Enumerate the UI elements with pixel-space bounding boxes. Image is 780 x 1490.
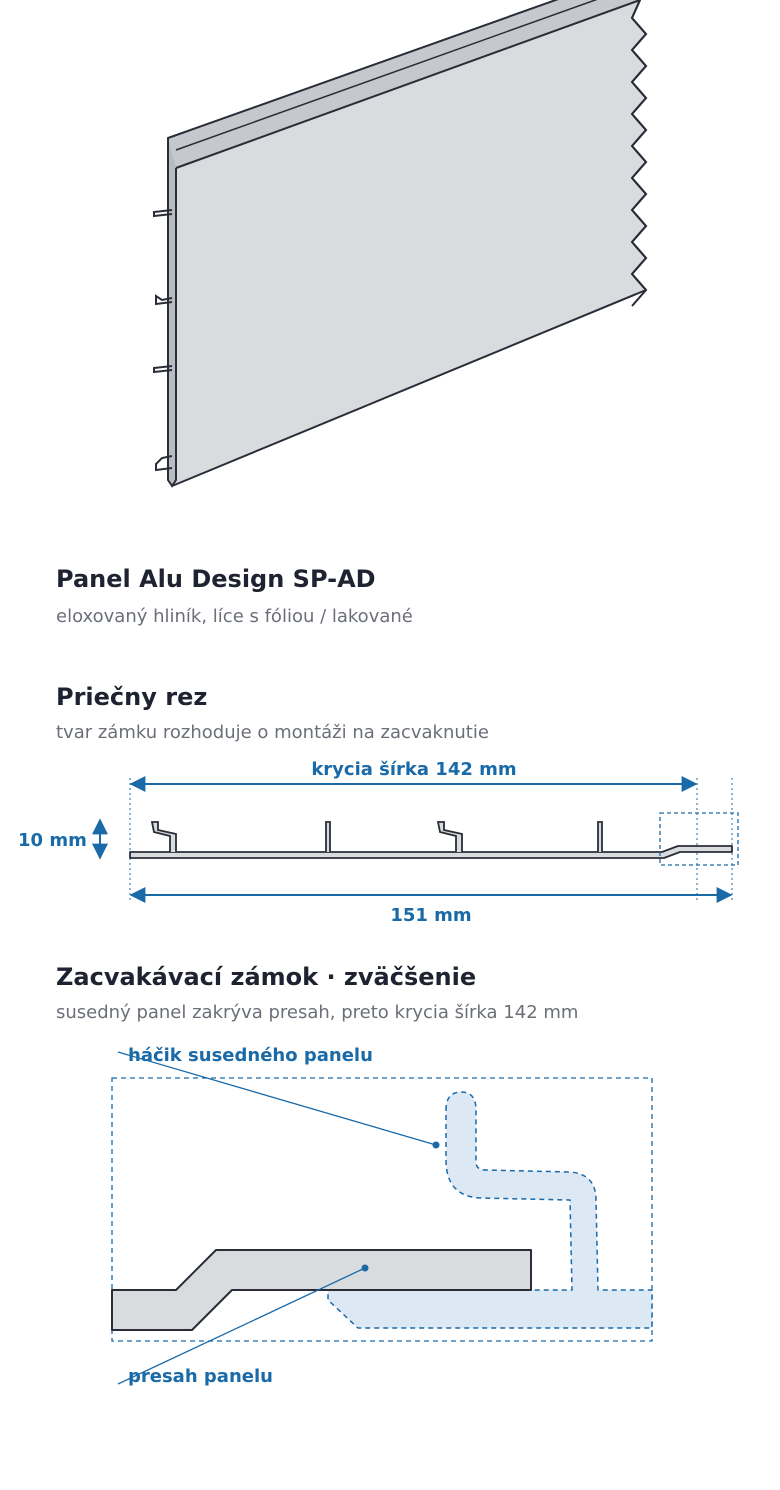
- cross-section-drawing: [18, 759, 738, 926]
- covering-width-label: krycia šírka 142 mm: [311, 759, 517, 780]
- profile-hook-2: [438, 822, 462, 852]
- panel-left-edge: [168, 138, 176, 486]
- lock-detail-subtitle: susedný panel zakrýva presah, preto krycia šírka 142 mm: [56, 1002, 579, 1023]
- hook-callout-dot: [433, 1142, 440, 1149]
- total-width-label: 151 mm: [390, 905, 472, 926]
- product-title: Panel Alu Design SP-AD: [56, 565, 376, 593]
- overlap-callout-dot: [362, 1265, 369, 1272]
- profile-rib-2: [598, 822, 602, 852]
- profile-base: [130, 846, 732, 858]
- lock-detail-marker: [660, 813, 738, 865]
- hook-callout-label: háčik susedného panelu: [128, 1045, 373, 1066]
- product-subtitle: eloxovaný hliník, líce s fóliou / lakované: [56, 606, 413, 627]
- profile-hook-1: [152, 822, 176, 852]
- height-label: 10 mm: [18, 830, 87, 851]
- panel-3d-illustration: [154, 0, 646, 486]
- lock-detail-drawing: [112, 1045, 652, 1387]
- overlap-callout-label: presah panelu: [128, 1366, 273, 1387]
- cross-section-subtitle: tvar zámku rozhoduje o montáži na zacvaknutie: [56, 722, 489, 743]
- lock-detail-title: Zacvakávací zámok · zväčšenie: [56, 963, 477, 991]
- profile-rib-1: [326, 822, 330, 852]
- cross-section-title: Priečny rez: [56, 683, 208, 711]
